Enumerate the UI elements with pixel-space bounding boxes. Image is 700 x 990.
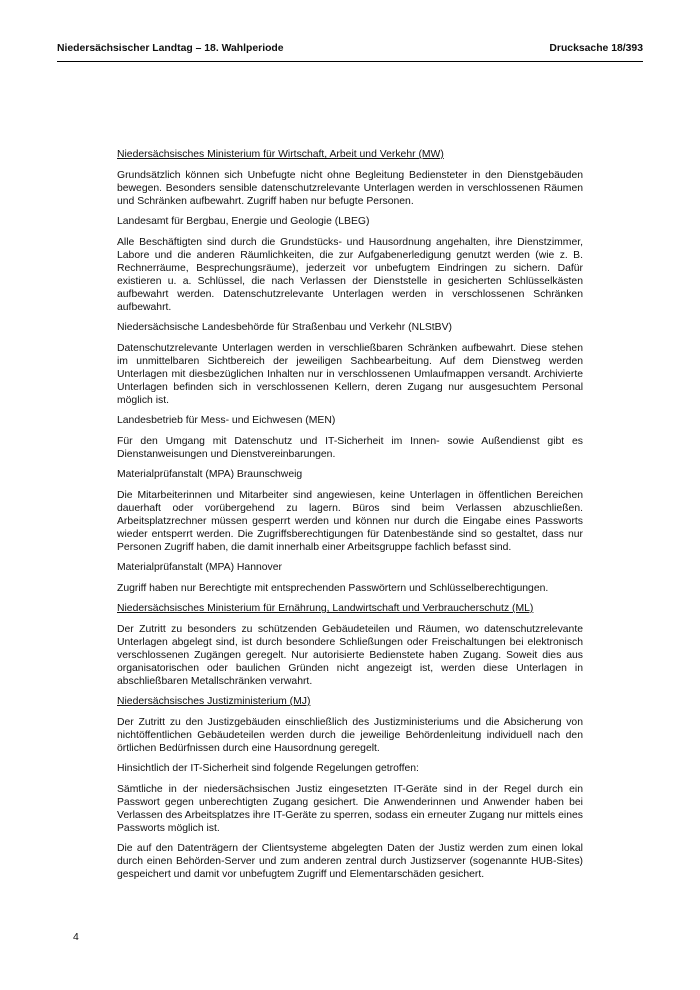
paragraph-mj-2: Hinsichtlich der IT-Sicherheit sind folgende Regelungen getroffen: [117, 763, 419, 774]
paragraph-mpa-hannover: Zugriff haben nur Berechtigte mit entsprechenden Passwörtern und Schlüsselberechtigungen. [117, 582, 549, 594]
heading-mw: Niedersächsisches Ministerium für Wirtschaft, Arbeit und Verkehr (MW) [117, 149, 444, 160]
header-title: Niedersächsischer Landtag – 18. Wahlperiode [57, 43, 284, 54]
paragraph-men: Für den Umgang mit Datenschutz und IT-Sicherheit im Innen- sowie Außendienst gibt es Dienstanweisungen und Dienstvereinbarungen. [117, 435, 583, 460]
heading-mpa-braunschweig: Materialprüfanstalt (MPA) Braunschweig [117, 469, 303, 480]
header-document-number: Drucksache 18/393 [549, 43, 643, 54]
paragraph-mj-1: Der Zutritt zu den Justizgebäuden einschließlich des Justizministeriums und die Absicherung von nichtöffentlichen Gebäudeteilen werden durch die jeweilige Behördenleitung individuell nach den örtlichen Bedürfnissen durch eine Hausordnung geregelt. [117, 716, 583, 754]
heading-ml: Niedersächsisches Ministerium für Ernährung, Landwirtschaft und Verbraucherschutz (ML) [117, 603, 534, 614]
paragraph-mw: Grundsätzlich können sich Unbefugte nicht ohne Begleitung Bediensteter in den Dienstgebäuden bewegen. Besonders sensible datenschutzrelevante Unterlagen werden in verschlossenen Räumen und Schränken aufbewahrt. Zugriff haben nur befugte Personen. [117, 169, 583, 207]
document-body [117, 148, 583, 889]
heading-mj: Niedersächsisches Justizministerium (MJ) [117, 696, 311, 707]
heading-lbeg: Landesamt für Bergbau, Energie und Geologie (LBEG) [117, 216, 370, 227]
paragraph-nlstbv: Datenschutzrelevante Unterlagen werden in verschließbaren Schränken aufbewahrt. Diese stehen im unmittelbaren Sichtbereich der jeweiligen Sachbearbeitung. Auf dem Dienstweg werden Unterlagen mit diesbezüglichen Inhalten nur in verschlossenen Umlaufmappen versandt. Archivierte Unterlagen befinden sich in verschlossenen Kellern, deren Zugang nur ausgesuchtem Personal möglich ist. [117, 342, 583, 406]
paragraph-mj-4: Die auf den Datenträgern der Clientsysteme abgelegten Daten der Justiz werden zum einen lokal durch einen Behörden-Server und zum anderen zentral durch Justizserver (sogenannte HUB-Sites) gespeichert und damit vor unbefugtem Zugriff und Elementarschäden gesichert. [117, 843, 583, 880]
heading-men: Landesbetrieb für Mess- und Eichwesen (MEN) [117, 415, 336, 426]
page-number: 4 [73, 932, 79, 943]
paragraph-ml: Der Zutritt zu besonders zu schützenden Gebäudeteilen und Räumen, wo datenschutzrelevante Unterlagen abgelegt sind, ist durch besondere Schließungen oder Freischaltungen bei elektronisch verschlossenen Zugängen geregelt. Nur autorisierte Bedienstete haben Zugang. Soweit dies aus organisatorischen oder baulichen Gründen nicht angezeigt ist, werden diese Unterlagen in abschließbaren Metallschränken verwahrt. [117, 623, 583, 687]
paragraph-mj-3: Sämtliche in der niedersächsischen Justiz eingesetzten IT-Geräte sind in der Regel durch ein Passwort gegen unberechtigten Zugang gesichert. Die Anwenderinnen und Anwender haben bei Verlassen des Arbeitsplatzes ihre IT-Geräte zu sperren, sodass ein erneuter Zugang nur mittels eines Passworts möglich ist. [117, 783, 583, 834]
heading-nlstbv: Niedersächsische Landesbehörde für Straßenbau und Verkehr (NLStBV) [117, 322, 453, 333]
page-header [57, 41, 643, 62]
paragraph-mpa-braunschweig: Die Mitarbeiterinnen und Mitarbeiter sind angewiesen, keine Unterlagen in öffentlichen Bereichen dauerhaft oder vorübergehend zu lagern. Büros sind beim Verlassen abzuschließen. Arbeitsplatzrechner müssen gesperrt werden und können nur durch die Eingabe eines Passworts wieder entsperrt werden. Die Zugriffsberechtigungen für Datenbestände sind so gestaltet, dass nur Personen Zugriff haben, die damit innerhalb einer Arbeitsgruppe fachlich befasst sind. [117, 489, 583, 553]
paragraph-lbeg: Alle Beschäftigten sind durch die Grundstücks- und Hausordnung angehalten, ihre Dienstzimmer, Labore und die anderen Räumlichkeiten, die zur Aufgabenerledigung genutzt werden (wie z. B. Rechnerräume, Besprechungsräume), jederzeit vor unbefugtem Eindringen zu sichern. Dafür existieren u. a. Schlüssel, die nach Verlassen der Dienststelle in gesicherten Schlüsselkästen aufbewahrt werden. Datenschutzrelevante Unterlagen werden in verschlossenen Schränken aufbewahrt. [117, 236, 583, 313]
heading-mpa-hannover: Materialprüfanstalt (MPA) Hannover [117, 562, 282, 573]
